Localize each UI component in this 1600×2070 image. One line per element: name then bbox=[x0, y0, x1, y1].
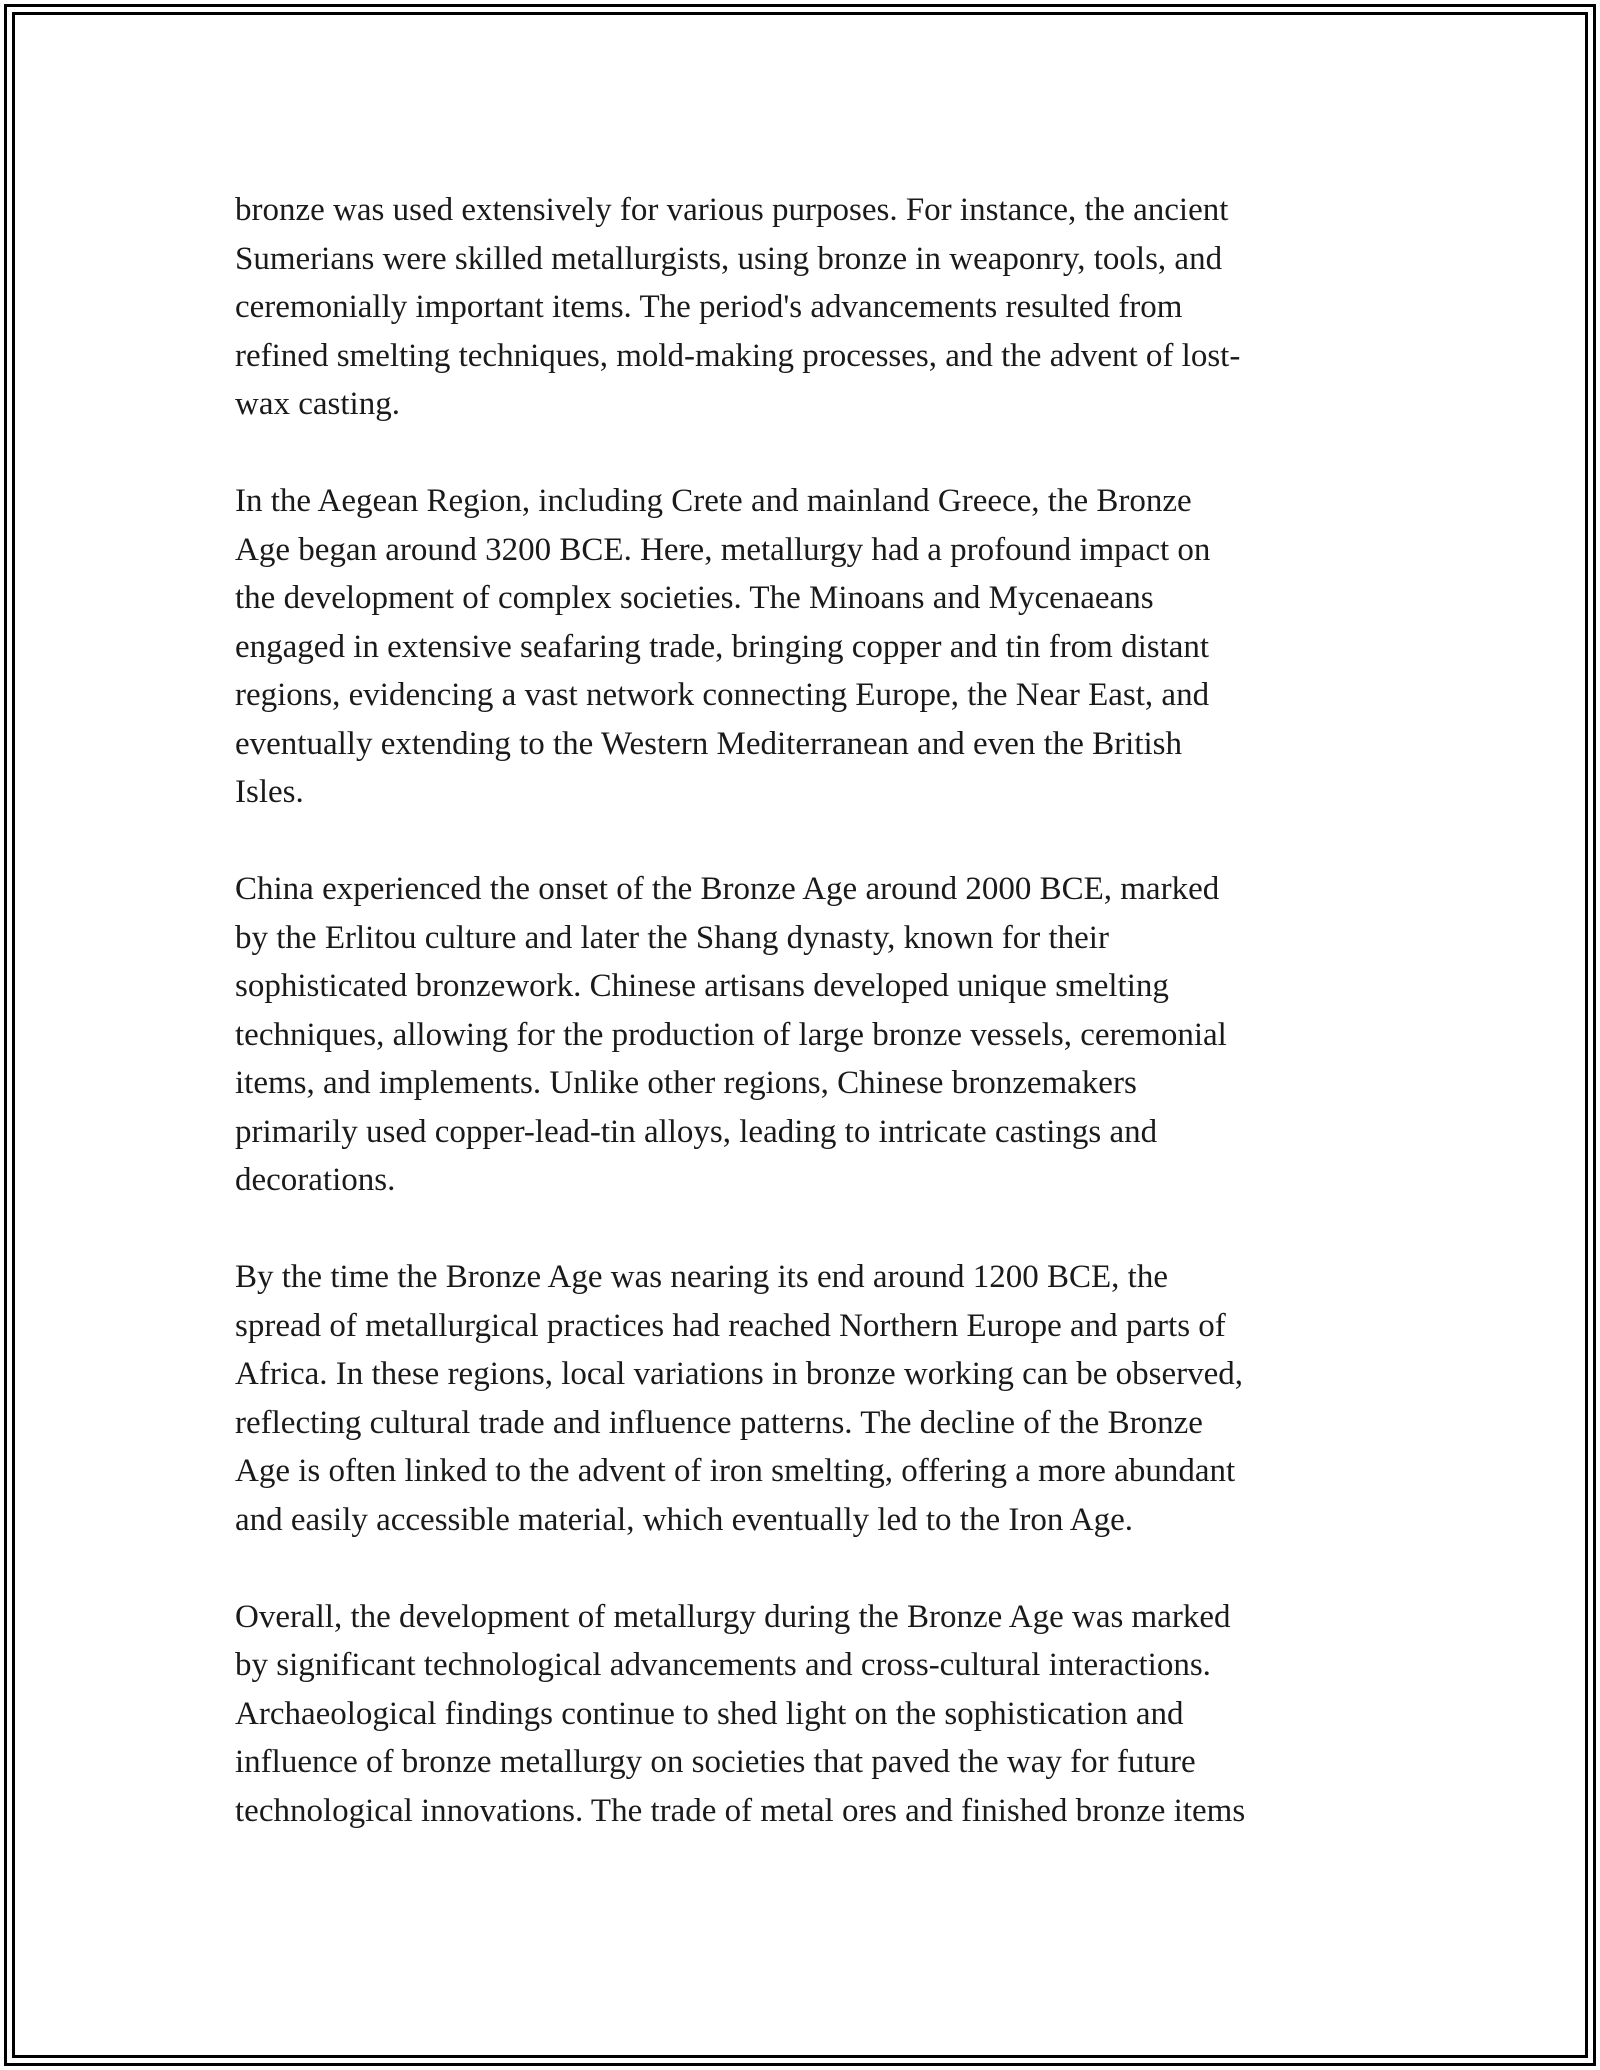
text-line: Age began around 3200 BCE. Here, metallurgy had a profound impact on bbox=[235, 531, 1211, 568]
text-line: engaged in extensive seafaring trade, bringing copper and tin from distant bbox=[235, 628, 1210, 665]
text-line: influence of bronze metallurgy on societies that paved the way for future bbox=[235, 1744, 1196, 1780]
text-line: sophisticated bronzework. Chinese artisans developed unique smelting bbox=[235, 968, 1169, 1004]
text-line: technological innovations. The trade of metal ores and finished bronze items bbox=[235, 1792, 1246, 1829]
text-line: by the Erlitou culture and later the Shang dynasty, known for their bbox=[235, 919, 1109, 956]
paragraph-early-bronze-age bbox=[235, 186, 1370, 429]
paragraph-china bbox=[235, 865, 1370, 1205]
paragraph-late-bronze-age bbox=[235, 1253, 1370, 1544]
text-line: Africa. In these regions, local variations in bronze working can be observed, bbox=[235, 1356, 1243, 1392]
text-line: the development of complex societies. The Minoans and Mycenaeans bbox=[235, 580, 1154, 616]
paragraph-overall bbox=[235, 1593, 1370, 1836]
text-line: bronze was used extensively for various purposes. For instance, the ancient bbox=[235, 192, 1229, 228]
text-line: and easily accessible material, which eventually led to the Iron Age. bbox=[235, 1501, 1134, 1538]
text-line: techniques, allowing for the production of large bronze vessels, ceremonial bbox=[235, 1016, 1227, 1053]
document-body bbox=[235, 186, 1370, 1884]
text-line: items, and implements. Unlike other regions, Chinese bronzemakers bbox=[235, 1065, 1137, 1101]
text-line: decorations. bbox=[235, 1162, 396, 1198]
text-line: by significant technological advancements and cross-cultural interactions. bbox=[235, 1647, 1211, 1683]
text-line: Overall, the development of metallurgy during the Bronze Age was marked bbox=[235, 1598, 1231, 1635]
text-line: ceremonially important items. The period's advancements resulted from bbox=[235, 289, 1183, 325]
text-line: Sumerians were skilled metallurgists, using bronze in weaponry, tools, and bbox=[235, 240, 1223, 277]
text-line: By the time the Bronze Age was nearing its end around 1200 BCE, the bbox=[235, 1259, 1168, 1295]
text-line: primarily used copper-lead-tin alloys, leading to intricate castings and bbox=[235, 1113, 1158, 1150]
text-line: refined smelting techniques, mold-making processes, and the advent of lost- bbox=[235, 337, 1241, 374]
text-line: In the Aegean Region, including Crete and mainland Greece, the Bronze bbox=[235, 483, 1192, 519]
text-line: wax casting. bbox=[235, 386, 400, 422]
text-line: spread of metallurgical practices had reached Northern Europe and parts of bbox=[235, 1307, 1226, 1344]
text-line: Age is often linked to the advent of iron smelting, offering a more abundant bbox=[235, 1453, 1236, 1489]
text-line: China experienced the onset of the Bronze Age around 2000 BCE, marked bbox=[235, 871, 1220, 907]
text-line: Archaeological findings continue to shed light on the sophistication and bbox=[235, 1695, 1184, 1732]
paragraph-aegean-region bbox=[235, 477, 1370, 817]
text-line: Isles. bbox=[235, 774, 304, 810]
text-line: regions, evidencing a vast network connecting Europe, the Near East, and bbox=[235, 677, 1210, 713]
text-line: reflecting cultural trade and influence patterns. The decline of the Bronze bbox=[235, 1404, 1203, 1441]
text-line: eventually extending to the Western Mediterranean and even the British bbox=[235, 725, 1183, 762]
